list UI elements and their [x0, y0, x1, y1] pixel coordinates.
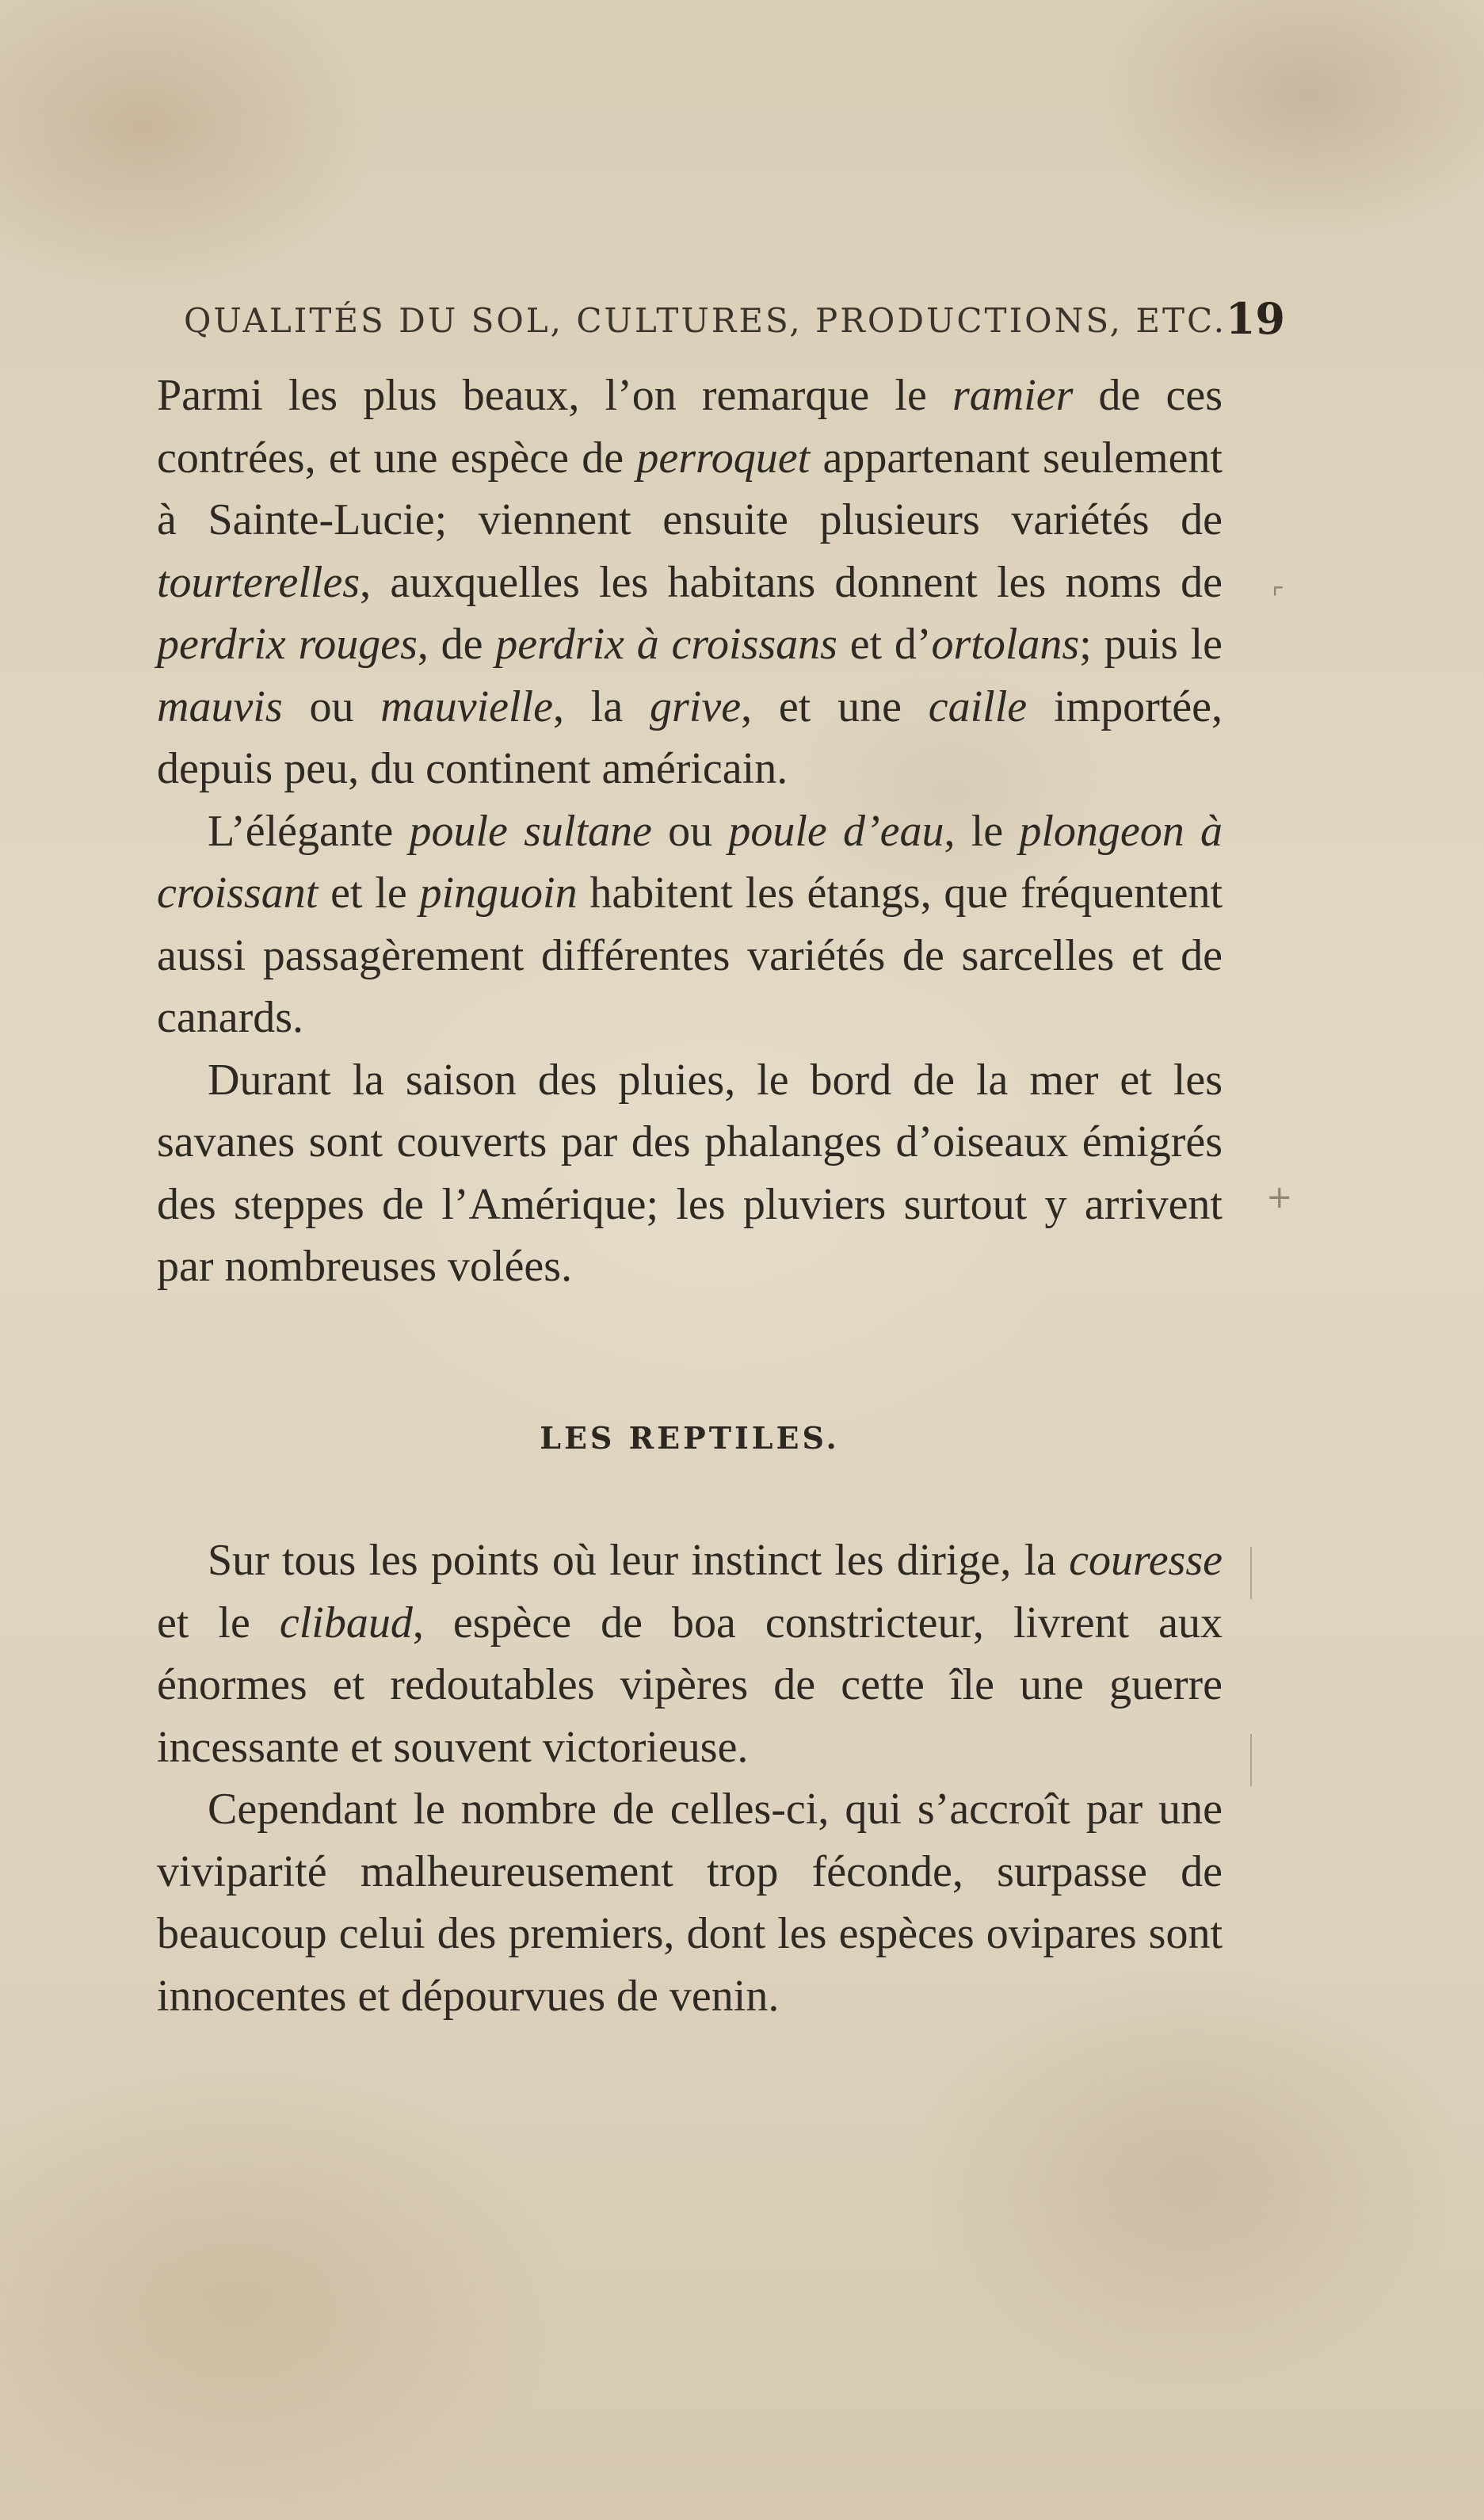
- italic-term: clibaud: [279, 1598, 413, 1648]
- italic-term: perroquet: [636, 433, 811, 483]
- text-run: et le: [157, 1598, 280, 1648]
- margin-cross-mark: +: [1266, 1179, 1293, 1216]
- text-run: importée, depuis peu, du continent américain.: [157, 682, 1223, 793]
- italic-term: poule sultane: [409, 806, 652, 856]
- section-heading: LES REPTILES.: [540, 1420, 840, 1456]
- text-run: Cependant le nombre de celles-ci, qui s’accroît par une viviparité malheureusement trop féconde, surpasse de beaucoup celui des premiers, dont les espèces ovipares sont innocentes et dépourvues de venin.: [157, 1785, 1223, 2021]
- text-run: , le: [944, 806, 1020, 856]
- italic-term: grive: [650, 682, 742, 731]
- italic-term: perdrix à croissans: [495, 620, 837, 669]
- text-run: , et une: [741, 682, 929, 731]
- italic-term: mauvis: [157, 682, 283, 731]
- paragraph-3: [157, 1049, 1223, 1298]
- text-run: de ces contrées, et une espèce de: [157, 371, 1223, 483]
- text-run: et d’: [837, 620, 932, 669]
- italic-term: ramier: [952, 371, 1074, 420]
- text-run: ou: [282, 682, 381, 731]
- text-run: et le: [318, 869, 420, 918]
- italic-term: perdrix rouges: [157, 620, 418, 669]
- text-run: , de: [417, 620, 496, 669]
- italic-term: mauvielle: [380, 682, 553, 731]
- paragraph-2: [157, 800, 1223, 1049]
- page-number: 19: [1225, 293, 1285, 344]
- text-run: ; puis le: [1079, 620, 1223, 669]
- text-run: L’élégante: [208, 806, 410, 856]
- text-run: , la: [552, 682, 650, 731]
- italic-term: pinguoin: [419, 869, 578, 918]
- italic-term: poule d’eau: [728, 806, 944, 856]
- italic-term: couresse: [1069, 1536, 1223, 1585]
- page-header: [184, 293, 1285, 357]
- text-run: Durant la saison des pluies, le bord de la mer et les savanes sont couverts par des phalanges d’oiseaux émigrés des steppes de l’Amérique; les pluviers surtout y arrivent par nombreuses volées.: [157, 1055, 1223, 1291]
- text-run: appartenant seulement à Sainte-Lucie; viennent ensuite plusieurs variétés de: [157, 433, 1223, 544]
- paragraph-1: [157, 365, 1223, 800]
- italic-term: plongeon à croissant: [157, 806, 1223, 918]
- margin-bracket: [1250, 1734, 1252, 1786]
- margin-pencil-mark: ⌜: [1272, 582, 1284, 614]
- italic-term: tourterelles: [157, 557, 361, 607]
- text-run: Sur tous les points où leur instinct les dirige, la: [208, 1536, 1070, 1585]
- paragraph-5: [157, 1778, 1223, 2027]
- text-run: ou: [651, 806, 729, 856]
- body-text-birds: [157, 365, 1223, 1298]
- margin-bracket: [1250, 1547, 1252, 1599]
- running-title: QUALITÉS DU SOL, CULTURES, PRODUCTIONS, ETC.: [184, 301, 1226, 340]
- paragraph-4: [157, 1529, 1223, 1778]
- italic-term: caille: [928, 682, 1028, 731]
- text-run: Parmi les plus beaux, l’on remarque le: [157, 371, 952, 420]
- text-run: , espèce de boa constricteur, livrent aux énormes et redoutables vipères de cette île une guerre incessante et souvent victorieuse.: [157, 1598, 1223, 1772]
- body-text-reptiles: [157, 1529, 1223, 2027]
- italic-term: ortolans: [931, 620, 1080, 669]
- text-run: habitent les étangs, que fréquentent aussi passagèrement différentes variétés de sarcelles et de canards.: [157, 869, 1223, 1042]
- text-run: , auxquelles les habitans donnent les noms de: [360, 557, 1223, 607]
